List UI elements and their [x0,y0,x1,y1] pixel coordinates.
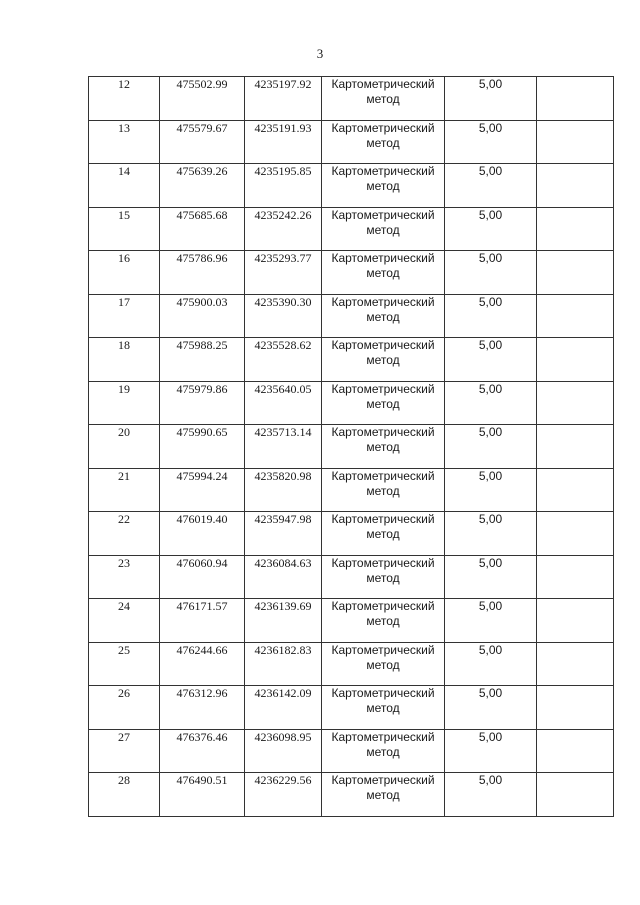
empty-cell [537,294,614,338]
method-cell [322,468,445,512]
y-coordinate-text: 4236229.56 [254,773,312,787]
x-coordinate-text: 475685.68 [176,207,228,222]
y-coordinate-cell [245,599,322,643]
point-number-text: 28 [118,773,130,787]
x-coordinate-cell [160,468,245,512]
accuracy-text: 5,00 [478,294,503,309]
empty-cell [537,425,614,469]
method-text: метод [366,222,400,237]
method-text: Картометрический [331,599,435,613]
page-number: 3 [316,46,324,61]
method-text: метод [366,92,400,106]
point-number-cell [89,77,160,121]
table-row [89,773,614,817]
point-number-cell [89,425,160,469]
accuracy-text: 5,00 [478,642,503,657]
accuracy-cell [445,381,537,425]
method-text: метод [366,483,400,498]
y-coordinate-text: 4235640.05 [254,381,312,396]
accuracy-cell [445,77,537,121]
method-text: метод [366,309,400,324]
point-number-text: 14 [118,164,130,178]
accuracy-cell [445,642,537,686]
point-number-text: 27 [118,729,130,744]
method-text: метод [366,657,400,672]
point-number-cell [89,381,160,425]
point-number-text: 24 [118,599,130,613]
x-coordinate-text: 476060.94 [176,555,228,570]
method-text: Картометрический [331,642,435,657]
method-cell [322,207,445,251]
x-coordinate-cell [160,555,245,599]
x-coordinate-text: 475786.96 [176,251,228,265]
method-cell [322,642,445,686]
point-number-cell [89,642,160,686]
x-coordinate-text: 475900.03 [176,294,228,309]
point-number-text: 26 [118,686,130,700]
table-row [89,294,614,338]
table-row [89,599,614,643]
table-row [89,729,614,773]
y-coordinate-cell [245,381,322,425]
table-row [89,642,614,686]
point-number-text: 25 [118,642,130,657]
method-text: Картометрический [331,773,435,787]
point-number-cell [89,555,160,599]
x-coordinate-cell [160,77,245,121]
method-cell [322,686,445,730]
y-coordinate-cell [245,555,322,599]
accuracy-cell [445,773,537,817]
empty-cell [537,120,614,164]
x-coordinate-text: 475994.24 [176,468,228,483]
coordinates-table-body [89,77,614,817]
method-cell [322,599,445,643]
empty-cell [537,207,614,251]
empty-cell [537,512,614,556]
y-coordinate-text: 4235197.92 [254,77,312,91]
method-cell [322,338,445,382]
y-coordinate-cell [245,164,322,208]
point-number-cell [89,773,160,817]
y-coordinate-cell [245,207,322,251]
accuracy-cell [445,599,537,643]
y-coordinate-text: 4235947.98 [254,512,312,526]
accuracy-cell [445,294,537,338]
x-coordinate-text: 475988.25 [176,338,228,352]
empty-cell [537,468,614,512]
table-row [89,381,614,425]
y-coordinate-cell [245,120,322,164]
point-number-text: 23 [118,555,130,570]
table-row [89,77,614,121]
method-text: Картометрический [331,77,435,91]
x-coordinate-cell [160,381,245,425]
point-number-cell [89,338,160,382]
accuracy-cell [445,120,537,164]
y-coordinate-text: 4235293.77 [254,251,312,265]
x-coordinate-cell [160,338,245,382]
method-cell [322,555,445,599]
x-coordinate-text: 476312.96 [176,686,228,700]
empty-cell [537,338,614,382]
table-row [89,251,614,295]
method-text: метод [366,440,400,454]
method-text: Картометрический [331,555,435,570]
accuracy-text: 5,00 [478,773,503,787]
y-coordinate-cell [245,294,322,338]
y-coordinate-text: 4235390.30 [254,294,312,309]
method-text: Картометрический [331,512,435,526]
accuracy-text: 5,00 [478,425,503,439]
empty-cell [537,729,614,773]
accuracy-cell [445,729,537,773]
method-text: Картометрический [331,164,435,178]
x-coordinate-cell [160,425,245,469]
x-coordinate-cell [160,642,245,686]
point-number-cell [89,729,160,773]
method-text: метод [366,744,400,759]
x-coordinate-cell [160,729,245,773]
x-coordinate-cell [160,207,245,251]
point-number-cell [89,251,160,295]
x-coordinate-cell [160,773,245,817]
method-text: метод [366,135,400,150]
y-coordinate-text: 4235713.14 [254,425,312,439]
accuracy-cell [445,425,537,469]
method-text: Картометрический [331,381,435,396]
accuracy-text: 5,00 [478,599,503,613]
empty-cell [537,686,614,730]
method-text: метод [366,701,400,715]
accuracy-text: 5,00 [478,686,503,700]
method-text: Картометрический [331,294,435,309]
method-text: Картометрический [331,686,435,700]
method-text: метод [366,527,400,541]
table-row [89,512,614,556]
x-coordinate-text: 475639.26 [176,164,228,178]
x-coordinate-text: 476171.57 [176,599,228,613]
point-number-text: 12 [118,77,130,91]
x-coordinate-cell [160,512,245,556]
method-cell [322,773,445,817]
point-number-cell [89,686,160,730]
accuracy-cell [445,686,537,730]
point-number-text: 17 [118,294,130,309]
accuracy-text: 5,00 [478,77,503,91]
table-row [89,686,614,730]
method-text: Картометрический [331,425,435,439]
point-number-text: 21 [118,468,130,483]
empty-cell [537,381,614,425]
method-cell [322,729,445,773]
x-coordinate-text: 475502.99 [176,77,228,91]
point-number-cell [89,164,160,208]
method-text: метод [366,353,400,367]
x-coordinate-cell [160,164,245,208]
point-number-text: 19 [118,381,130,396]
x-coordinate-cell [160,599,245,643]
method-text: Картометрический [331,338,435,352]
point-number-cell [89,599,160,643]
table-row [89,207,614,251]
accuracy-text: 5,00 [478,338,503,352]
y-coordinate-cell [245,642,322,686]
method-text: Картометрический [331,251,435,265]
point-number-text: 18 [118,338,130,352]
method-cell [322,512,445,556]
point-number-text: 13 [118,120,130,135]
method-text: Картометрический [331,468,435,483]
method-cell [322,164,445,208]
accuracy-text: 5,00 [478,207,503,222]
x-coordinate-cell [160,251,245,295]
accuracy-text: 5,00 [478,729,503,744]
x-coordinate-text: 476019.40 [176,512,228,526]
y-coordinate-text: 4236098.95 [254,729,312,744]
empty-cell [537,555,614,599]
y-coordinate-text: 4235242.26 [254,207,312,222]
method-text: Картометрический [331,207,435,222]
method-text: метод [366,614,400,628]
y-coordinate-text: 4236084.63 [254,555,312,570]
x-coordinate-cell [160,120,245,164]
point-number-text: 20 [118,425,130,439]
method-text: Картометрический [331,729,435,744]
y-coordinate-text: 4235195.85 [254,164,312,178]
x-coordinate-text: 476244.66 [176,642,228,657]
method-cell [322,381,445,425]
accuracy-cell [445,468,537,512]
empty-cell [537,599,614,643]
empty-cell [537,164,614,208]
y-coordinate-text: 4236139.69 [254,599,312,613]
empty-cell [537,773,614,817]
method-cell [322,425,445,469]
y-coordinate-text: 4235528.62 [254,338,312,352]
y-coordinate-cell [245,686,322,730]
x-coordinate-text: 475990.65 [176,425,228,439]
accuracy-cell [445,207,537,251]
x-coordinate-cell [160,294,245,338]
y-coordinate-cell [245,729,322,773]
x-coordinate-text: 475579.67 [176,120,228,135]
accuracy-text: 5,00 [478,251,503,265]
accuracy-text: 5,00 [478,512,503,526]
point-number-text: 16 [118,251,130,265]
accuracy-text: 5,00 [478,381,503,396]
empty-cell [537,77,614,121]
accuracy-cell [445,512,537,556]
table-row [89,468,614,512]
y-coordinate-cell [245,338,322,382]
method-text: метод [366,396,400,411]
method-text: метод [366,266,400,280]
y-coordinate-text: 4236142.09 [254,686,312,700]
point-number-text: 15 [118,207,130,222]
x-coordinate-text: 476490.51 [176,773,228,787]
accuracy-cell [445,555,537,599]
table-row [89,164,614,208]
method-text: Картометрический [331,120,435,135]
method-text: метод [366,179,400,193]
coordinates-table [88,76,614,817]
table-row [89,120,614,164]
point-number-cell [89,512,160,556]
method-cell [322,294,445,338]
empty-cell [537,251,614,295]
accuracy-cell [445,164,537,208]
point-number-cell [89,294,160,338]
y-coordinate-cell [245,468,322,512]
y-coordinate-cell [245,425,322,469]
empty-cell [537,642,614,686]
method-cell [322,120,445,164]
table-row [89,555,614,599]
method-text: метод [366,788,400,802]
accuracy-cell [445,251,537,295]
method-cell [322,251,445,295]
table-row [89,338,614,382]
method-text: метод [366,570,400,585]
accuracy-text: 5,00 [478,164,503,178]
point-number-cell [89,468,160,512]
table-row [89,425,614,469]
y-coordinate-cell [245,251,322,295]
accuracy-text: 5,00 [478,120,503,135]
accuracy-text: 5,00 [478,468,503,483]
point-number-cell [89,120,160,164]
x-coordinate-text: 476376.46 [176,729,228,744]
x-coordinate-cell [160,686,245,730]
point-number-text: 22 [118,512,130,526]
y-coordinate-text: 4235820.98 [254,468,312,483]
x-coordinate-text: 475979.86 [176,381,228,396]
point-number-cell [89,207,160,251]
y-coordinate-cell [245,77,322,121]
y-coordinate-text: 4236182.83 [254,642,312,657]
y-coordinate-cell [245,773,322,817]
accuracy-text: 5,00 [478,555,503,570]
accuracy-cell [445,338,537,382]
y-coordinate-text: 4235191.93 [254,120,312,135]
method-cell [322,77,445,121]
y-coordinate-cell [245,512,322,556]
